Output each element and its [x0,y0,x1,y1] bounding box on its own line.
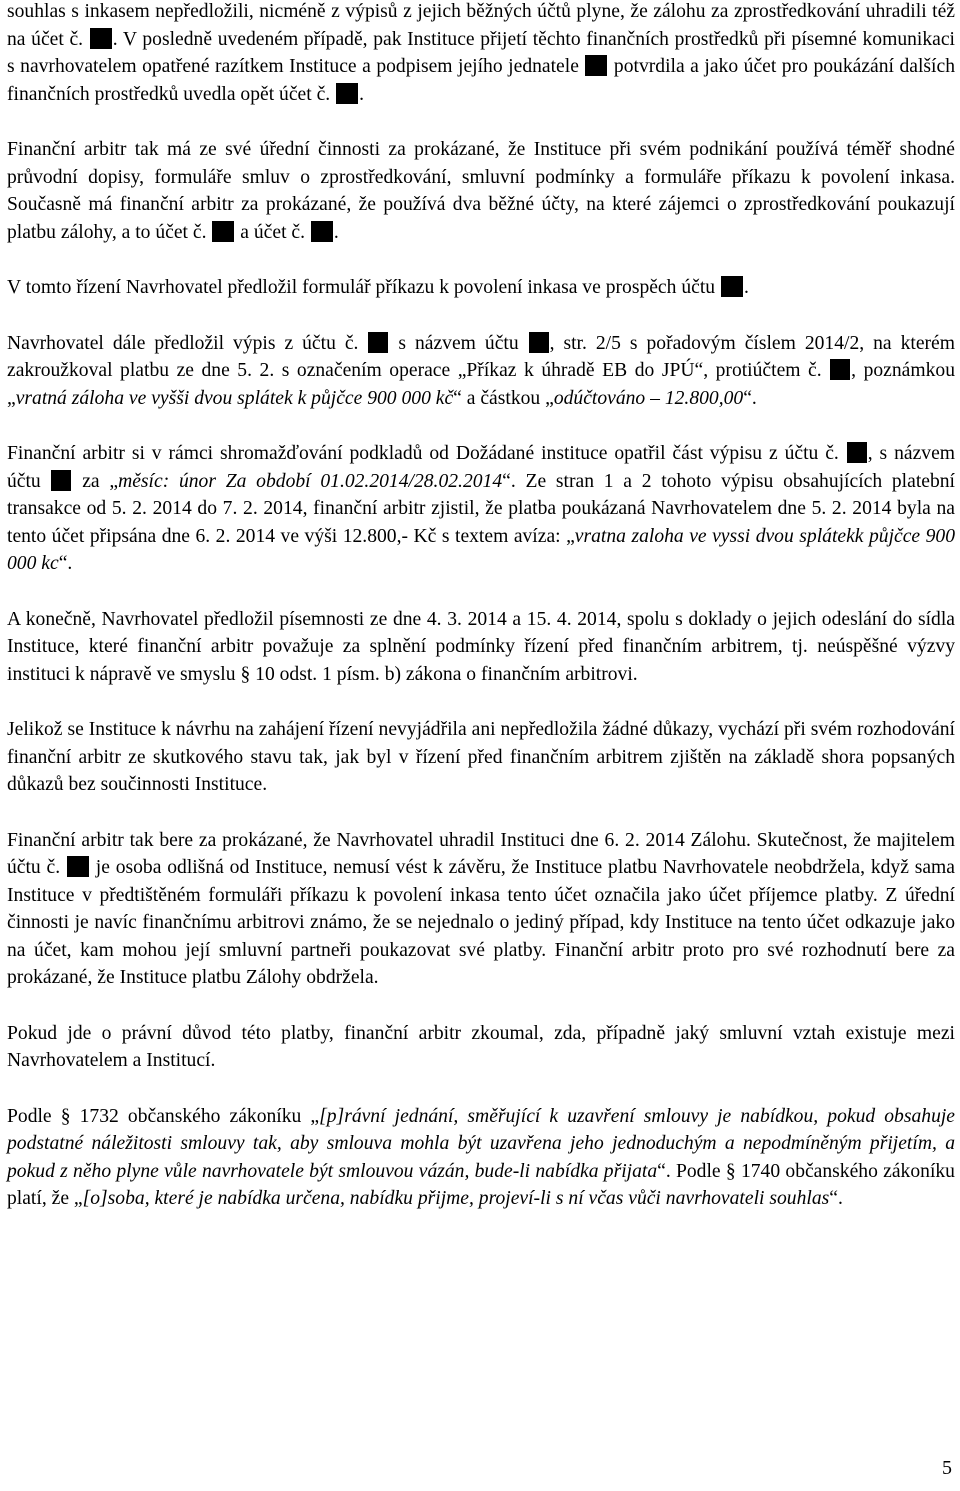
text-run: , s názvem účtu [7,443,956,492]
text-run: za „ [72,470,119,492]
text-run: A konečně, Navrhovatel předložil písemnosti ze dne 4. 3. 2014 a 15. 4. 2014, spolu s doklady o jejich odeslání do sídla Instituce, které finanční arbitr považuje za splnění podmínky řízení před finančním arbitrem, tj. neúspěšné výzvy instituci k nápravě ve smyslu § 10 odst. 1 písm. b) zákona o finančním arbitrovi. [7,608,955,685]
page-number: 5 [942,1457,952,1479]
text-run: potvrdila a jako účet pro poukázání dalších finančních prostředků uvedla opět účet č. [7,56,955,105]
text-run: Podle § 1732 občanského zákoníku „ [7,1105,320,1127]
paragraph [7,0,955,108]
quoted-text: odúčtováno – 12.800,00 [553,387,744,409]
document-body [7,0,955,1241]
text-run: “ a částkou „ [453,387,554,409]
text-run: , str. 2/5 s pořadovým číslem 2014/2, na kterém zakroužkoval platbu ze dne 5. 2. s označením operace „Příkaz k úhradě EB do JPÚ“, protiúčtem č. [7,332,955,381]
redaction-block [90,28,112,49]
paragraph [7,716,955,799]
text-run: . V posledně uvedeném případě, pak Instituce přijetí těchto finančních prostředků při písemné komunikaci s navrhovatelem opatřené razítkem Instituce a podpisem jejího jednatele [7,28,955,77]
text-run: s názvem účtu [389,332,528,354]
text-run: “. Podle § 1740 občanského zákoníku platí, že „ [7,1160,955,1209]
text-run: , poznámkou „ [7,360,955,409]
text-run: a účet č. [235,221,310,243]
paragraph [7,274,955,302]
quoted-text: [p]rávní jednání, směřující k uzavření smlouvy je nabídkou, pokud obsahuje podstatné náležitosti smlouvy tak, aby smlouva mohla být uzavřena jeho jednoduchým a nepodmíněným přijetím, a pokud z něho plyne vůle navrhovatele být smlouvou vázán, bude-li nabídka přijata [7,1105,956,1182]
redaction-block [847,442,867,463]
redaction-block [51,470,71,491]
paragraph [7,606,955,689]
paragraph [7,136,955,246]
text-run: . [743,277,749,298]
redaction-block [212,221,234,242]
paragraph [7,440,955,578]
quoted-text: [o]soba, které je nabídka určena, nabídku přijme, projeví-li s ní včas vůči navrhovateli souhlas [82,1188,830,1209]
redaction-block [368,332,388,353]
text-run: je osoba odlišná od Instituce, nemusí vést k závěru, že Instituce platbu Navrhovatele neobdržela, když sama Instituce v předtištěném formuláři příkazu k povolení inkasa tento účet označila jako účet příjemce platby. Z úřední činnosti je navíc finančnímu arbitrovi známo, že se nejednalo o jediný případ, kdy Instituce na tento účet odkazuje jako na účet, kam mohou její smluvní partneři poukazovat své platby. Finanční arbitr proto pro své rozhodnutí bere za prokázané, že Instituce platbu Zálohy obdržela. [7,857,955,988]
text-run: Finanční arbitr si v rámci shromažďování podkladů od Dožádané instituce opatřil část výpisu z účtu č. [7,443,846,464]
paragraph [7,1103,955,1213]
quoted-text: vratna zaloha ve vyssi dvou splátekk půjčce 900 000 kc [7,525,955,574]
redaction-block [830,359,850,380]
text-run: Finanční arbitr tak má ze své úřední činnosti za prokázané, že Instituce při svém podnikání používá téměř shodné průvodní dopisy, formuláře smluv o zprostředkování, smluvní podmínky a formuláře příkazu k povolení inkasa. Současně má finanční arbitr za prokázané, že používá dva běžné účty, na které zájemci o zprostředkování poukazují platbu zálohy, a to účet č. [7,139,955,243]
text-run: “. Ze stran 1 a 2 tohoto výpisu obsahujících platební transakce od 5. 2. 2014 do 7. 2. 2014, finanční arbitr zjistil, že platba poukázaná Navrhovatelem dne 5. 2. 2014 byla na tento účet připsána dne 6. 2. 2014 ve výši 12.800,- Kč s textem avíza: „ [7,470,955,547]
redaction-block [311,221,333,242]
text-run: “. [829,1188,843,1209]
redaction-block [585,55,607,76]
text-run: . [333,221,339,243]
text-run: Navrhovatel dále předložil výpis z účtu č. [7,332,368,354]
text-run: Finanční arbitr tak bere za prokázané, že Navrhovatel uhradil Instituci dne 6. 2. 2014 Zálohu. Skutečnost, že majitelem účtu č. [7,829,955,878]
text-run: “. [743,387,757,409]
redaction-block [529,332,549,353]
paragraph [7,827,955,992]
text-run: “. [58,553,73,574]
redaction-block [721,276,743,297]
quoted-text: měsíc: únor Za období 01.02.2014/28.02.2014 [118,470,503,492]
text-run: V tomto řízení Navrhovatel předložil formulář příkazu k povolení inkasa ve prospěch účtu [7,277,720,298]
redaction-block [67,856,89,877]
text-run: Jelikož se Instituce k návrhu na zahájení řízení nevyjádřila ani nepředložila žádné důkazy, vychází při svém rozhodování finanční arbitr ze skutkového stavu tak, jak byl v řízení před finančním arbitrem zjištěn na základě shora popsaných důkazů bez součinnosti Instituce. [7,719,955,795]
paragraph [7,330,955,413]
text-run: souhlas s inkasem nepředložili, nicméně z výpisů z jejich běžných účtů plyne, že zálohu za zprostředkování uhradili též na účet č. [7,1,955,50]
quoted-text: vratná záloha ve vyšši dvou splátek k půjčce 900 000 kč [15,387,454,409]
text-run: . [359,83,364,105]
text-run: Pokud jde o právní důvod této platby, finanční arbitr zkoumal, zda, případně jaký smluvní vztah existuje mezi Navrhovatelem a Institucí. [7,1022,955,1071]
paragraph [7,1020,955,1075]
redaction-block [336,83,358,104]
